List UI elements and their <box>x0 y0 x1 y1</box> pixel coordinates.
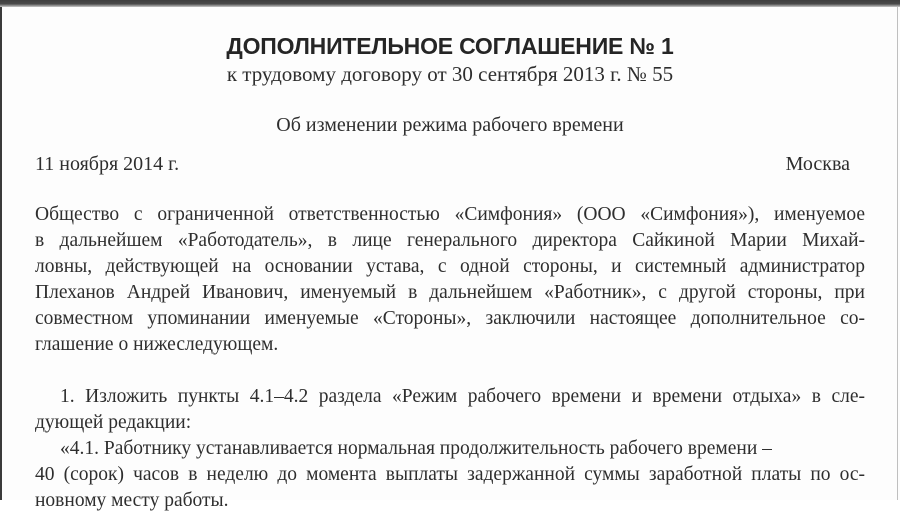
document-content <box>35 0 865 514</box>
preamble-line: Общество с ограниченной ответственностью «Симфония» (ООО «Симфония»), именуемое <box>35 204 865 225</box>
document-subject: Об изменении режима рабочего времени <box>276 114 624 136</box>
clause-1-paragraph <box>35 384 865 436</box>
clause-1-line: 1. Изложить пункты 4.1–4.2 раздела «Режим рабочего времени и времени отдыха» в сле- <box>60 386 865 407</box>
clause-4-1-line: новному месту работы. <box>35 490 229 511</box>
preamble-line: ловны, действующей на основании устава, с одной стороны, и системный администратор <box>35 256 865 277</box>
clause-4-1-paragraph <box>35 436 865 514</box>
document-subtitle: к трудовому договору от 30 сентября 2013 г. № 55 <box>226 62 674 86</box>
page-right-edge <box>897 0 898 500</box>
clause-4-1-line: «4.1. Работнику устанавливается нормальная продолжительность рабочего времени – <box>60 438 772 459</box>
document-title: ДОПОЛНИТЕЛЬНОЕ СОГЛАШЕНИЕ № 1 <box>226 33 674 59</box>
page-top-edge <box>0 0 900 7</box>
preamble-line: глашение о нижеследующем. <box>35 334 279 355</box>
preamble-line: в дальнейшем «Работодатель», в лице генерального директора Сайкиной Марии Михай- <box>35 230 865 251</box>
preamble-paragraph <box>35 202 865 358</box>
clause-1-line: дующей редакции: <box>35 412 192 433</box>
document-date: 11 ноября 2014 г. <box>35 153 180 175</box>
preamble-line: совместном упоминании именуемые «Стороны», заключили настоящее дополнительное со- <box>35 308 865 329</box>
clause-4-1-line: 40 (сорок) часов в неделю до момента выплаты задержанной суммы заработной платы по ос- <box>35 464 865 485</box>
date-city-row <box>35 152 865 176</box>
page-left-edge <box>0 0 2 500</box>
document-city: Москва <box>785 153 850 175</box>
preamble-line: Плеханов Андрей Иванович, именуемый в дальнейшем «Работник», с другой стороны, при <box>35 282 865 303</box>
